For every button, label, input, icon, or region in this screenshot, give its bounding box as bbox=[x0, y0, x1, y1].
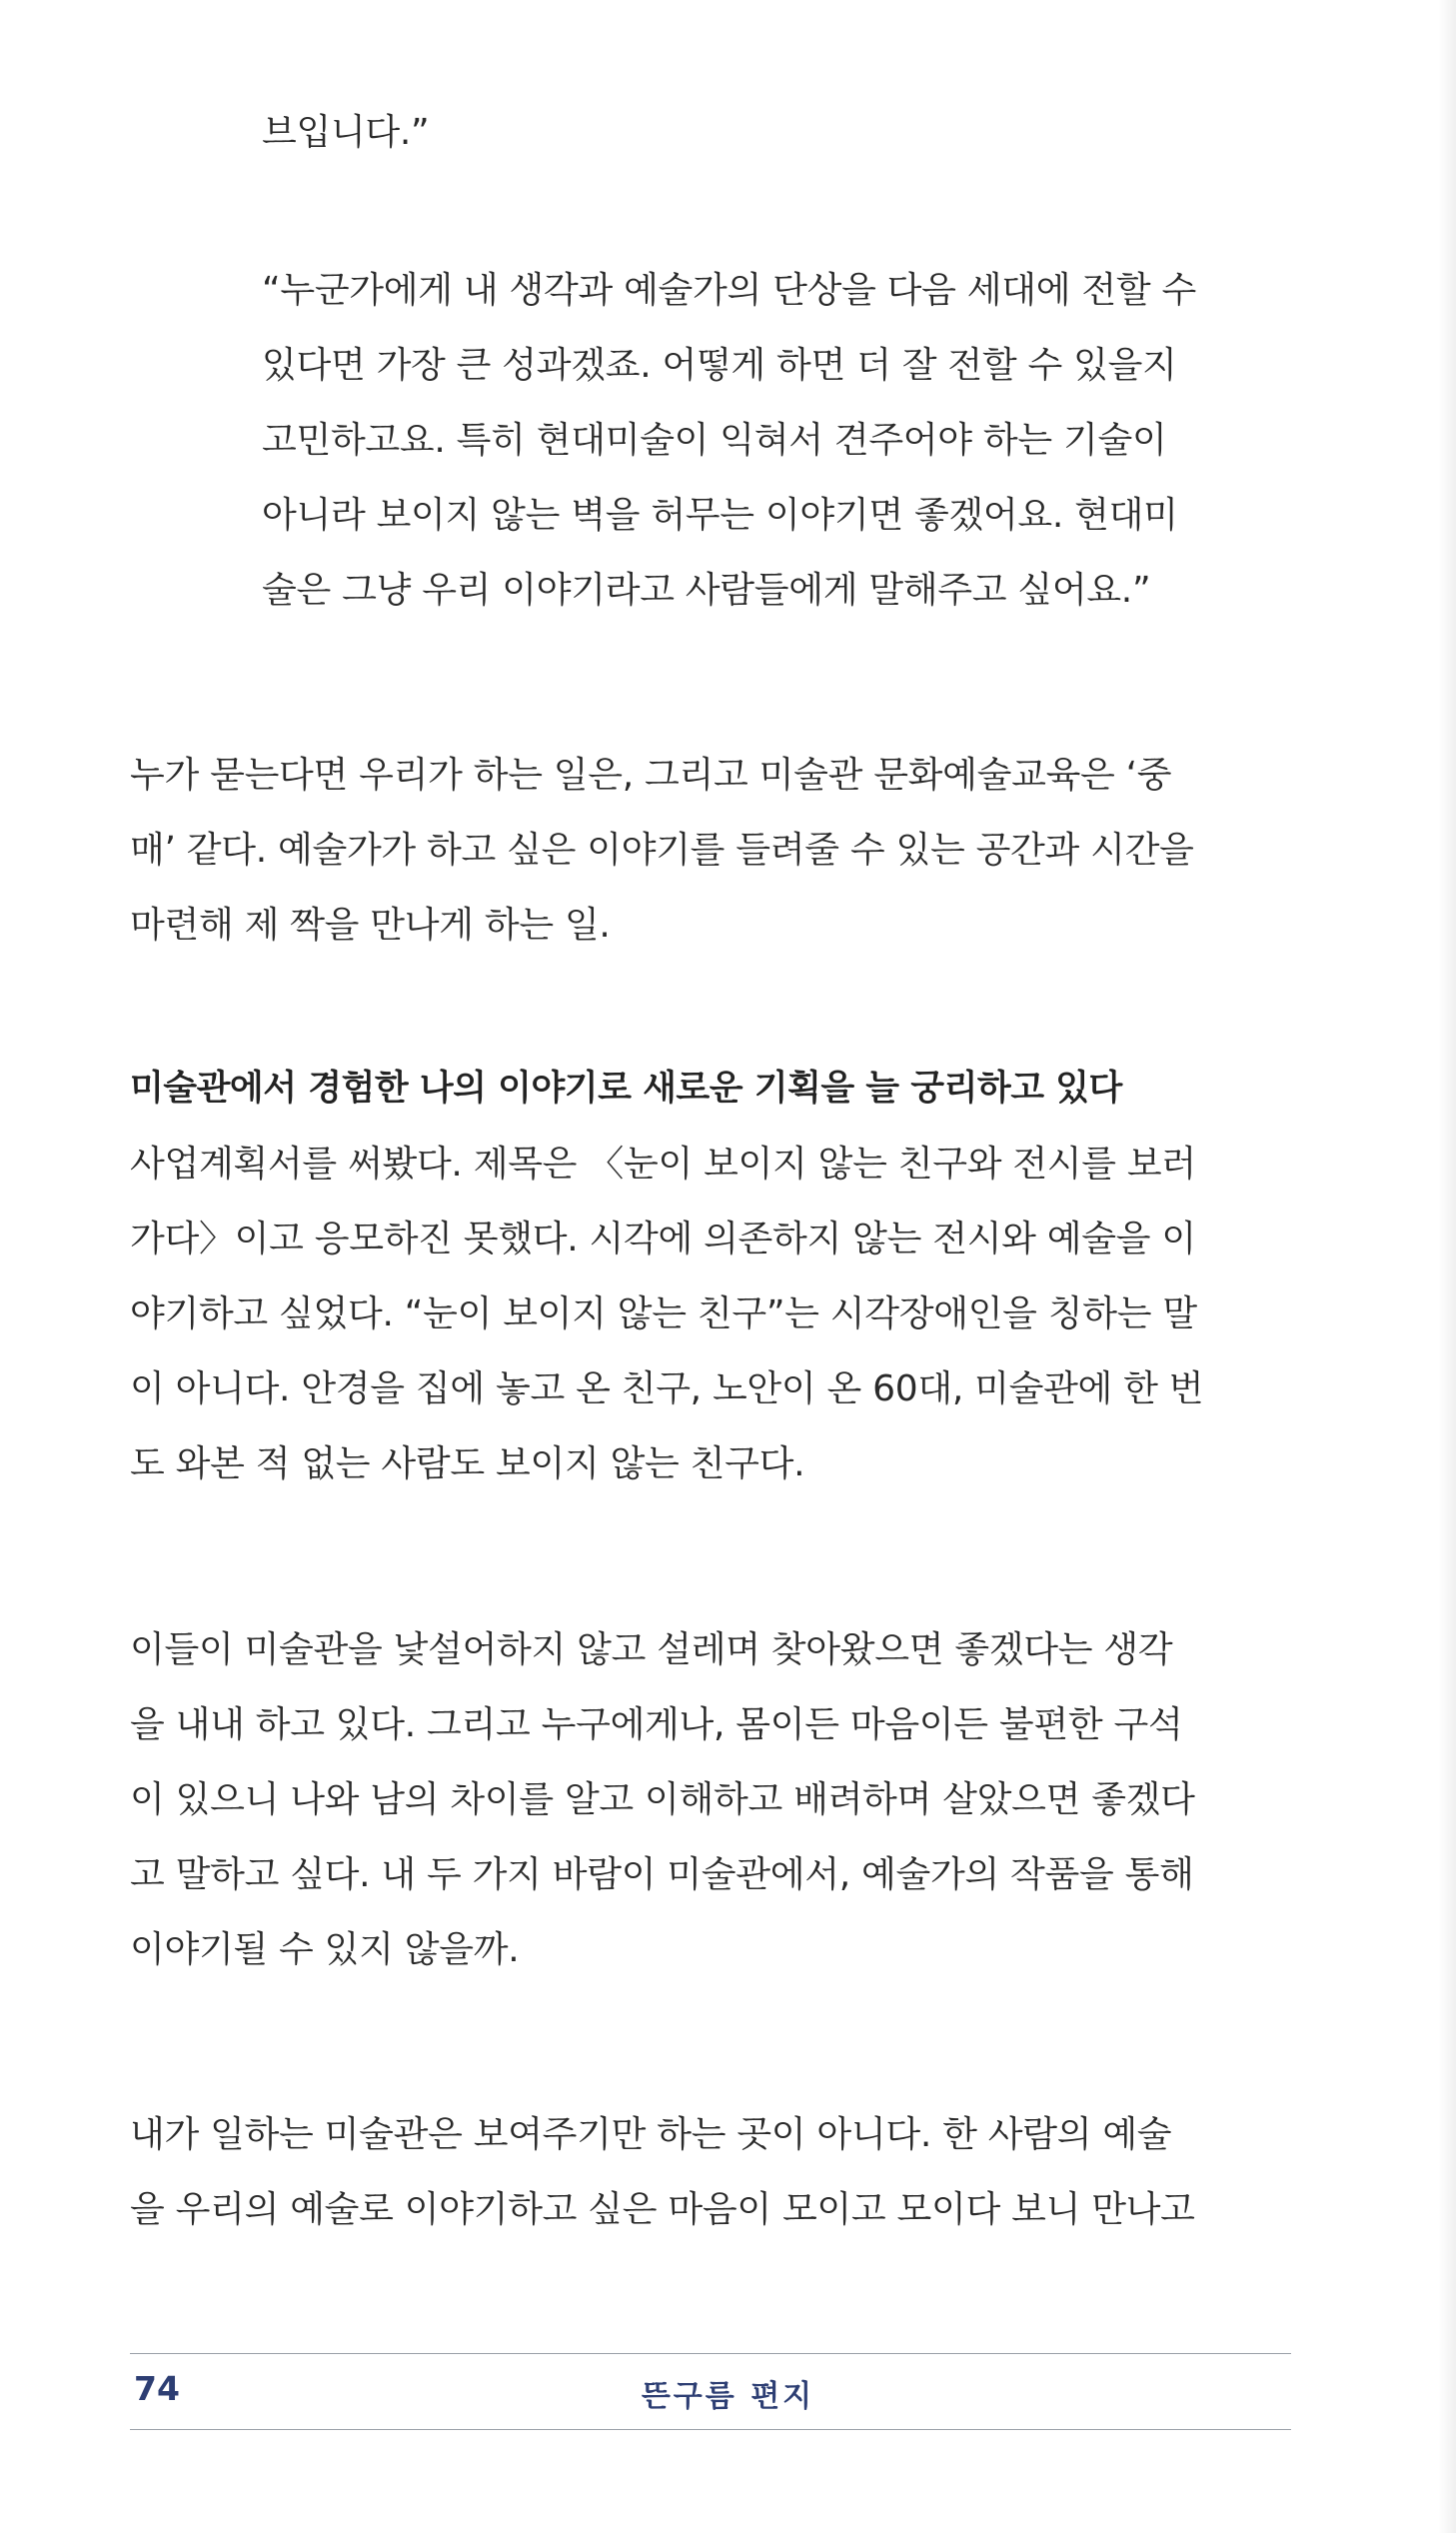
section-heading: 미술관에서 경험한 나의 이야기로 새로운 기획을 늘 궁리하고 있다 bbox=[130, 1069, 1122, 1109]
paragraph-line: 이 있으니 나와 남의 차이를 알고 이해하고 배려하며 살았으면 좋겠다 bbox=[130, 1779, 1195, 1820]
paragraph-line: 도 와본 적 없는 사람도 보이지 않는 친구다. bbox=[130, 1443, 805, 1484]
paragraph-line: 매’ 같다. 예술가가 하고 싶은 이야기를 들려줄 수 있는 공간과 시간을 bbox=[130, 830, 1194, 871]
paragraph-line: 고 말하고 싶다. 내 두 가지 바람이 미술관에서, 예술가의 작품을 통해 bbox=[130, 1854, 1194, 1895]
paragraph-line: 을 우리의 예술로 이야기하고 싶은 마음이 모이고 모이다 보니 만나고 bbox=[130, 2189, 1195, 2230]
paragraph-1 bbox=[130, 738, 1289, 963]
quote-line: 있다면 가장 큰 성과겠죠. 어떻게 하면 더 잘 전할 수 있을지 bbox=[262, 345, 1177, 386]
quote-line: “누군가에게 내 생각과 예술가의 단상을 다음 세대에 전할 수 bbox=[262, 270, 1196, 311]
paragraph-line: 내가 일하는 미술관은 보여주기만 하는 곳이 아니다. 한 사람의 예술 bbox=[130, 2114, 1172, 2155]
paragraph-line: 누가 묻는다면 우리가 하는 일은, 그리고 미술관 문화예술교육은 ‘중 bbox=[130, 755, 1172, 796]
paragraph-line: 이야기될 수 있지 않을까. bbox=[130, 1929, 520, 1970]
quote-continuation-line: 브입니다.” bbox=[262, 112, 430, 153]
paragraph-line: 이 아니다. 안경을 집에 놓고 온 친구, 노안이 온 60대, 미술관에 한 번 bbox=[130, 1368, 1204, 1409]
paragraph-line: 사업계획서를 써봤다. 제목은 〈눈이 보이지 않는 친구와 전시를 보러 bbox=[130, 1144, 1196, 1185]
paragraph-line: 이들이 미술관을 낯설어하지 않고 설레며 찾아왔으면 좋겠다는 생각 bbox=[130, 1629, 1173, 1670]
paragraph-line: 마련해 제 짝을 만나게 하는 일. bbox=[130, 905, 611, 946]
paragraph-4 bbox=[130, 2097, 1289, 2247]
page-edge-shadow bbox=[1438, 0, 1456, 2533]
quote-line: 술은 그냥 우리 이야기라고 사람들에게 말해주고 싶어요.” bbox=[262, 570, 1151, 611]
quote-continuation bbox=[262, 95, 1289, 170]
paragraph-3 bbox=[130, 1612, 1289, 1987]
paragraph-line: 야기하고 싶었다. “눈이 보이지 않는 친구”는 시각장애인을 칭하는 말 bbox=[130, 1293, 1197, 1334]
paragraph-line: 가다〉이고 응모하진 못했다. 시각에 의존하지 않는 전시와 예술을 이 bbox=[130, 1219, 1196, 1260]
quote-line: 아니라 보이지 않는 벽을 허무는 이야기면 좋겠어요. 현대미 bbox=[262, 495, 1178, 536]
indented-quote bbox=[262, 253, 1289, 628]
section bbox=[130, 1052, 1289, 1501]
footer-bottom-rule bbox=[130, 2429, 1291, 2430]
running-title: 뜬구름 편지 bbox=[641, 2379, 815, 2414]
footer-top-rule bbox=[130, 2353, 1291, 2354]
quote-line: 고민하고요. 특히 현대미술이 익혀서 견주어야 하는 기술이 bbox=[262, 420, 1167, 461]
paragraph-line: 을 내내 하고 있다. 그리고 누구에게나, 몸이든 마음이든 불편한 구석 bbox=[130, 1704, 1183, 1745]
page-number: 74 bbox=[134, 2369, 180, 2408]
